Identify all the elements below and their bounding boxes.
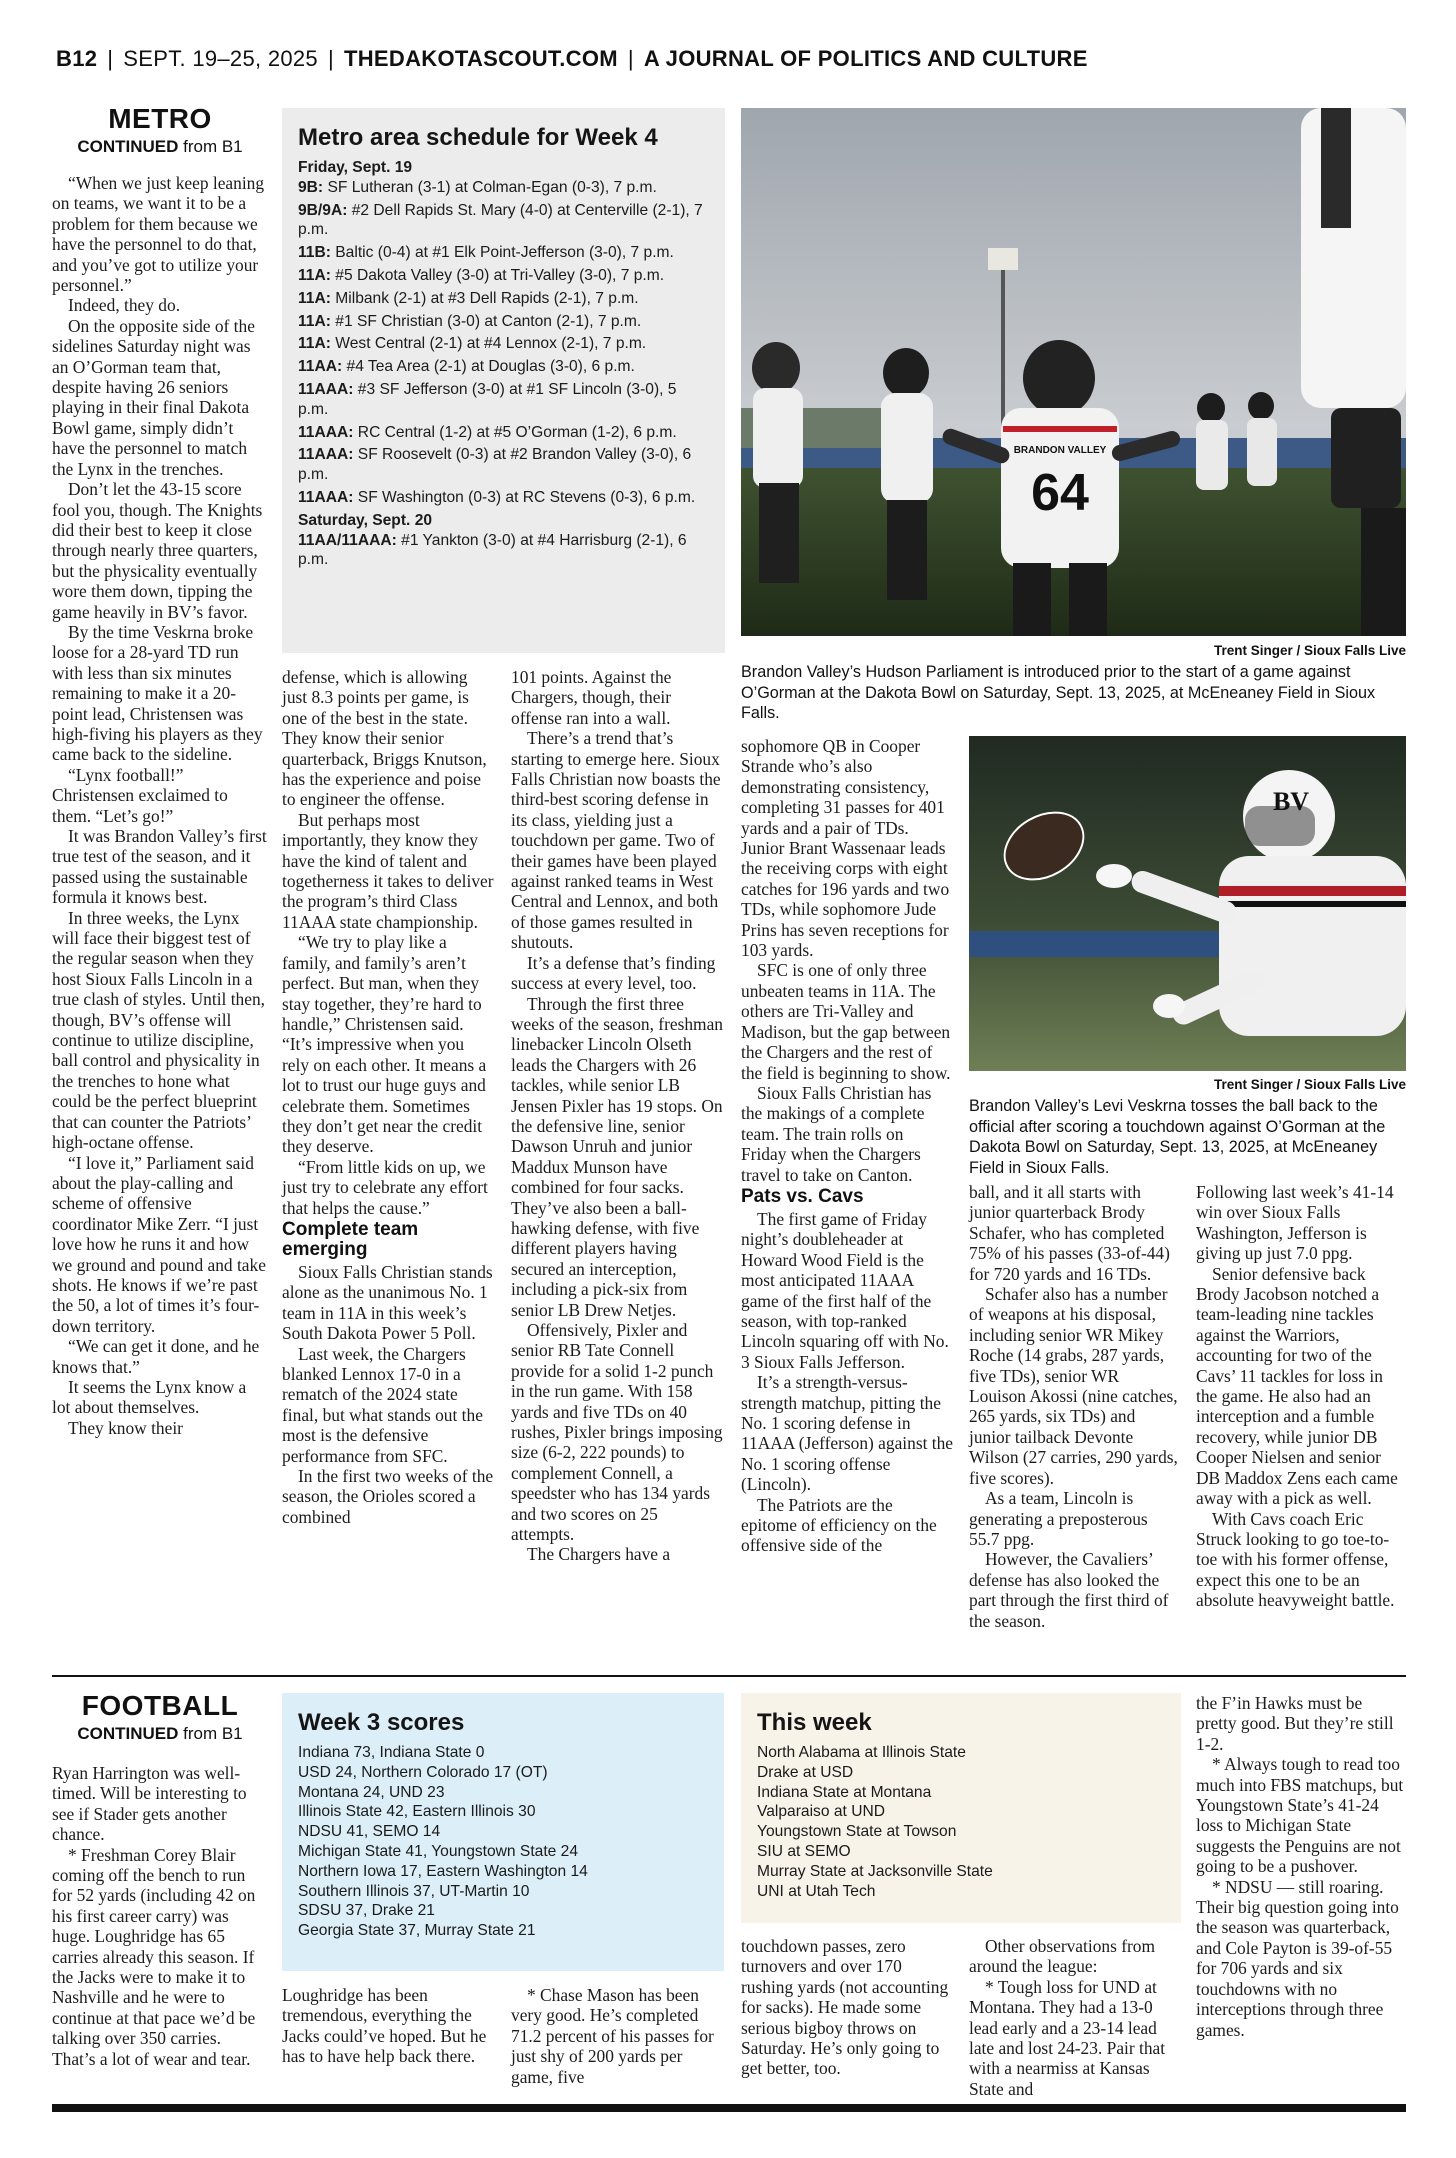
this-week-box — [741, 1693, 1181, 1923]
paragraph: ball, and it all starts with junior quarterback Brody Schafer, who has completed 75% of his passes (33-of-44) for 720 yards and 16 TDs. — [969, 1182, 1170, 1284]
paragraph: * Chase Mason has been very good. He’s completed 71.2 percent of his passes for just shy of 200 yards per game, five — [511, 1985, 714, 2087]
game-matchup: Milbank (2-1) at #3 Dell Rapids (2-1), 7 p.m. — [330, 289, 639, 307]
matchup-line: Murray State at Jacksonville State — [757, 1862, 993, 1880]
matchup-line: UNI at Utah Tech — [757, 1882, 876, 1900]
matchup-line: Drake at USD — [757, 1763, 854, 1781]
paragraph: * Tough loss for UND at Montana. They had a 13-0 lead early and a 23-14 lead late and lost 24-23. Pair that with a nearmiss at Kansas State and — [969, 1976, 1166, 2099]
paragraph: It’s a strength-versus-strength matchup, pitting the No. 1 scoring defense in 11AAA (Jefferson) against the No. 1 scoring offense (Lincoln). — [741, 1372, 954, 1495]
football-column-5 — [969, 1936, 1179, 2099]
paragraph: Ryan Harrington was well-timed. Will be interesting to see if Stader gets another chance. — [52, 1763, 247, 1845]
paragraph: * Freshman Corey Blair coming off the bench to run for 52 yards (including 42 on his first career carry) was huge. Loughridge has 65 carries already this season. If the Jacks were to make it to Nashville and he were to continue at that pace we’d be talking over 350 carries. That’s a lot of wear and tear. — [52, 1844, 256, 2069]
paragraph: There’s a trend that’s starting to emerge here. Sioux Falls Christian now boasts the third-best scoring defense in its class, yielding just a touchdown per game. Two of their games have been played against ranked teams in West Central and Lennox, and both of those games resulted in shutouts. — [511, 728, 721, 953]
paragraph: “We try to play like a family, and family’s aren’t perfect. But man, when they stay together, they’re hard to handle,” Christensen said. “It’s impressive when you rely on each other. It means a lot to trust our huge guys and celebrate them. Sometimes they don’t get near the credit they deserve. — [282, 932, 487, 1157]
score-line: Indiana 73, Indiana State 0 — [298, 1744, 485, 1761]
section-divider — [52, 1675, 1406, 1677]
schedule-day-saturday: Saturday, Sept. 20 — [298, 511, 433, 529]
game-class: 11A: — [298, 312, 331, 330]
schedule-game — [298, 178, 709, 198]
paragraph: By the time Veskrna broke loose for a 28-yard TD run with less than six minutes remaining to make it a 20-point lead, Christensen was high-fiving his players as they came back to the sideline. — [52, 621, 263, 765]
jersey-text: BRANDON VALLEY — [1013, 445, 1107, 456]
game-class: 11AAA: — [298, 446, 354, 464]
football-section-title: FOOTBALL — [81, 1690, 239, 1721]
game-matchup: SF Roosevelt (0-3) at #2 Brandon Valley (3-0), 6 p.m. — [298, 446, 692, 484]
photo-2-credit: Trent Singer / Sioux Falls Live — [1213, 1077, 1406, 1092]
photo-1-credit: Trent Singer / Sioux Falls Live — [1213, 643, 1406, 658]
schedule-game — [298, 357, 709, 377]
issue-date: SEPT. 19–25, 2025 — [123, 46, 318, 71]
game-class: 11A: — [298, 266, 331, 284]
matchup-line: Valparaiso at UND — [757, 1803, 885, 1821]
game-matchup: SF Washington (0-3) at RC Stevens (0-3), 6 p.m. — [353, 488, 696, 506]
schedule-game — [298, 488, 709, 508]
football-column-1 — [52, 1763, 268, 2069]
game-class: 9B/9A: — [298, 201, 348, 219]
football-column-3 — [511, 1985, 724, 2087]
subhead-complete-team: Complete team emerging — [282, 1218, 419, 1260]
schedule-friday-list — [298, 178, 709, 508]
game-class: 11AAA: — [298, 380, 354, 398]
paragraph: As a team, Lincoln is generating a preposterous 55.7 ppg. — [969, 1488, 1148, 1549]
schedule-game — [298, 289, 709, 309]
metro-column-5 — [969, 1182, 1179, 1631]
paragraph: Sioux Falls Christian stands alone as the unanimous No. 1 team in 11A in this week’s South Dakota Power 5 Poll. — [282, 1261, 493, 1344]
game-matchup: Baltic (0-4) at #1 Elk Point-Jefferson (3-0), 7 p.m. — [330, 244, 674, 262]
game-matchup: #2 Dell Rapids St. Mary (4-0) at Centerville (2-1), 7 p.m. — [298, 201, 703, 239]
paragraph: Following last week’s 41-14 win over Sioux Falls Washington, Jefferson is giving up just 7.0 ppg. — [1196, 1182, 1394, 1264]
matchup-line: North Alabama at Illinois State — [757, 1744, 966, 1761]
metro-header — [52, 103, 268, 157]
matchup-line: Indiana State at Montana — [757, 1783, 932, 1801]
paragraph: Loughridge has been tremendous, everything the Jacks could’ve hoped. But he has to have help back there. — [282, 1985, 487, 2067]
game-matchup: #1 Yankton (3-0) at #4 Harrisburg (2-1), 6 p.m. — [298, 531, 687, 569]
subhead-pats-vs-cavs: Pats vs. Cavs — [741, 1185, 864, 1207]
paragraph: It seems the Lynx know a lot about themselves. — [52, 1376, 247, 1418]
football-column-6 — [1196, 1693, 1406, 2040]
metro-section-title: METRO — [108, 103, 212, 134]
tagline: A JOURNAL OF POLITICS AND CULTURE — [643, 46, 1088, 71]
paragraph: They know their — [68, 1417, 183, 1438]
paragraph: Other observations from around the league: — [969, 1936, 1156, 1977]
football-column-4 — [741, 1936, 953, 2079]
metro-column-1 — [52, 173, 268, 1438]
paragraph: The Chargers have a — [527, 1544, 671, 1565]
paragraph: “Lynx football!” Christensen exclaimed to them. “Let’s go!” — [52, 764, 228, 826]
score-line: NDSU 41, SEMO 14 — [298, 1823, 441, 1841]
photo-parliament-image — [741, 108, 1406, 636]
schedule-game — [298, 266, 709, 286]
game-class: 11A: — [298, 289, 331, 307]
score-line: SDSU 37, Drake 21 — [298, 1902, 435, 1920]
schedule-game — [298, 201, 709, 241]
helmet-logo: BV — [1272, 787, 1310, 816]
paragraph: “I love it,” Parliament said about the play-calling and scheme of offensive coordinator Mike Zerr. “I just love how he runs it and how we ground and pound and take shots. He knows if we’re past the 50, a lot of times it’s four-down territory. — [52, 1152, 266, 1336]
paragraph: The Patriots are the epitome of efficiency on the offensive side of the — [741, 1494, 937, 1556]
schedule-day-friday: Friday, Sept. 19 — [298, 159, 413, 176]
paragraph: On the opposite side of the sidelines Saturday night was an O’Gorman team that, despite having 26 seniors playing in their final Dakota Bowl game, simply didn’t have the personnel to match the Lynx in the trenches. — [52, 315, 255, 479]
schedule-game — [298, 334, 709, 354]
page-bottom-rule — [52, 2104, 1406, 2112]
football-continued: CONTINUED from B1 — [77, 1724, 243, 1743]
schedule-title: Metro area schedule for Week 4 — [298, 124, 658, 151]
game-matchup: SF Lutheran (3-1) at Colman-Egan (0-3), 7 p.m. — [323, 178, 657, 196]
paragraph: The first game of Friday night’s doubleheader at Howard Wood Field is the most anticipated 11AAA game of the first half of the season, with top-ranked Lincoln squaring off with No. 3 Sioux Falls Jefferson. — [741, 1208, 949, 1372]
schedule-saturday-list — [298, 531, 709, 571]
game-class: 11B: — [298, 244, 331, 262]
paragraph: * Always tough to read too much into FBS matchups, but Youngstown State’s 41-24 loss to Michigan State suggests the Penguins are not going to be a pushover. — [1196, 1754, 1404, 1877]
paragraph: defense, which is allowing just 8.3 points per game, is one of the best in the state. They know their senior quarterback, Briggs Knutson, has the experience and poise to engineer the offense. — [282, 667, 487, 810]
metro-column-2 — [282, 667, 495, 1527]
football-column-2 — [282, 1985, 495, 2067]
paragraph: Don’t let the 43-15 score fool you, though. The Knights did their best to keep it close through nearly three quarters, but the physicality eventually wore them down, tipping the game heavily in BV’s favor. — [52, 479, 263, 622]
jersey-number: 64 — [1031, 464, 1089, 522]
week3-list — [298, 1743, 708, 1941]
paragraph: 101 points. Against the Chargers, though, their offense ran into a wall. — [511, 667, 672, 728]
game-class: 11A: — [298, 335, 331, 353]
score-line: Illinois State 42, Eastern Illinois 30 — [298, 1803, 536, 1821]
metro-continued: CONTINUED from B1 — [77, 137, 243, 156]
photo-veskrna — [969, 736, 1406, 1071]
paragraph: Senior defensive back Brody Jacobson notched a team-leading nine tackles against the Warriors, accounting for two of the Cavs’ 11 tackles for loss in the game. He also had an interception and a fumble recovery, while junior DB Cooper Nielsen and senior DB Maddox Zens each came away with a pick as well. — [1196, 1263, 1398, 1509]
paragraph: the F’in Hawks must be pretty good. But they’re still 1-2. — [1196, 1693, 1394, 1754]
paragraph: With Cavs coach Eric Struck looking to go toe-to-toe with his former offense, expect this one to be an absolute heavyweight battle. — [1196, 1508, 1395, 1611]
metro-column-3 — [511, 667, 724, 1565]
paragraph: “We can get it done, and he knows that.” — [52, 1336, 260, 1377]
schedule-game — [298, 243, 709, 263]
score-line: Montana 24, UND 23 — [298, 1783, 445, 1801]
this-week-list — [757, 1743, 1165, 1901]
photo-parliament — [741, 108, 1406, 636]
game-matchup: #4 Tea Area (2-1) at Douglas (3-0), 6 p.m. — [342, 358, 635, 376]
paragraph: Last week, the Chargers blanked Lennox 17-0 in a rematch of the 2024 state final, but what stands out the most is the defensive performance from SFC. — [282, 1343, 483, 1466]
paragraph: But perhaps most importantly, they know they have the kind of talent and togetherness it takes to deliver the program’s third Class 11AAA state championship. — [282, 809, 494, 932]
game-matchup: West Central (2-1) at #4 Lennox (2-1), 7 p.m. — [330, 335, 647, 353]
game-class: 9B: — [298, 178, 324, 196]
game-class: 11AAA: — [298, 423, 354, 441]
schedule-game — [298, 380, 709, 420]
paragraph: Indeed, they do. — [68, 295, 181, 316]
paragraph: However, the Cavaliers’ defense has also looked the part through the first third of the season. — [969, 1549, 1169, 1631]
paragraph: * NDSU — still roaring. Their big question going into the season was quarterback, and Cole Payton is 39-of-55 for 706 yards and six touchdowns with no interceptions through three games. — [1196, 1876, 1399, 2040]
game-matchup: RC Central (1-2) at #5 O’Gorman (1-2), 6 p.m. — [353, 423, 677, 441]
matchup-line: Youngstown State at Towson — [757, 1823, 957, 1841]
schedule-box — [282, 108, 725, 653]
game-matchup: #5 Dakota Valley (3-0) at Tri-Valley (3-0), 7 p.m. — [330, 266, 665, 284]
paragraph: It was Brandon Valley’s first true test of the season, and it passed using the sustainable formula it knows best. — [52, 826, 267, 908]
metro-column-4 — [741, 736, 953, 1556]
paragraph: Sioux Falls Christian has the makings of a complete team. The train rolls on Friday when the Chargers travel to take on Canton. — [741, 1082, 932, 1185]
photo-2-caption: Brandon Valley’s Levi Veskrna tosses the ball back to the official after scoring a touchdown against O’Gorman at the Dakota Bowl on Saturday, Sept. 13, 2025, at McEneaney Field in Sioux Falls. — [969, 1097, 1386, 1177]
schedule-game — [298, 531, 709, 571]
score-line: Southern Illinois 37, UT-Martin 10 — [298, 1882, 530, 1900]
this-week-title: This week — [757, 1709, 872, 1736]
paragraph: “From little kids on up, we just try to celebrate any effort that helps the cause.” — [282, 1156, 488, 1218]
metro-column-6 — [1196, 1182, 1406, 1611]
photo-1-caption: Brandon Valley’s Hudson Parliament is introduced prior to the start of a game against O’Gorman at the Dakota Bowl on Saturday, Sept. 13, 2025, at McEneaney Field in Sioux Falls. — [741, 663, 1376, 722]
masthead: B12 | SEPT. 19–25, 2025 | THEDAKOTASCOUT.COM | A JOURNAL OF POLITICS AND CULTURE — [56, 46, 1088, 71]
paragraph: touchdown passes, zero turnovers and over 170 rushing yards (not accounting for sacks). He made some serious bigboy throws on Saturday. He’s only going to get better, too. — [741, 1936, 949, 2079]
schedule-game — [298, 312, 709, 332]
paragraph: SFC is one of only three unbeaten teams in 11A. The others are Tri-Valley and Madison, but the gap between the Chargers and the rest of the field is beginning to show. — [741, 960, 951, 1083]
football-header — [52, 1690, 268, 1744]
paragraph: “When we just keep leaning on teams, we want it to be a problem for them because we have the personnel to do that, and you’ve got to utilize your personnel.” — [52, 173, 265, 296]
schedule-game — [298, 445, 709, 485]
paragraph: Schafer also has a number of weapons at his disposal, including senior WR Mikey Roche (14 grabs, 287 yards, five TDs), senior WR Louison Akossi (nine catches, 265 yards, six TDs) and junior tailback Devonte Wilson (27 carries, 290 yards, five scores). — [969, 1284, 1178, 1488]
paragraph: sophomore QB in Cooper Strande who’s also demonstrating consistency, completing 31 passes for 401 yards and a pair of TDs. Junior Brant Wassenaar leads the receiving corps with eight catches for 196 yards and two TDs, while sophomore Jude Prins has seven receptions for 103 yards. — [741, 736, 950, 961]
game-matchup: #1 SF Christian (3-0) at Canton (2-1), 7 p.m. — [330, 312, 642, 330]
week3-scores-box — [282, 1693, 724, 1971]
paragraph: Through the first three weeks of the season, freshman linebacker Lincoln Olseth leads the Chargers with 26 tackles, while senior LB Jensen Pixler has 19 stops. On the defensive line, senior Dawson Unruh and junior Maddux Munson have combined for four sacks. They’ve also been a ball-hawking defense, with five different players having secured an interception, including a pick-six from senior LB Drew Netjes. — [511, 993, 723, 1320]
paragraph: Offensively, Pixler and senior RB Tate Connell provide for a solid 1-2 punch in the run game. With 158 yards and five TDs on 40 rushes, Pixler brings imposing size (6-2, 222 pounds) to complement Connell, a speedster who has 134 yards and two scores on 25 attempts. — [511, 1320, 723, 1545]
score-line: Northern Iowa 17, Eastern Washington 14 — [298, 1862, 588, 1880]
paragraph: In the first two weeks of the season, the Orioles scored a combined — [282, 1466, 494, 1527]
week3-title: Week 3 scores — [298, 1709, 465, 1736]
score-line: Georgia State 37, Murray State 21 — [298, 1922, 536, 1940]
paragraph: It’s a defense that’s finding success at every level, too. — [511, 952, 716, 994]
game-class: 11AAA: — [298, 488, 354, 506]
page-number: B12 — [56, 46, 98, 71]
paragraph: In three weeks, the Lynx will face their biggest test of the regular season when they host Sioux Falls Lincoln in a true clash of styles. Until then, though, BV’s offense will continue to utilize discipline, ball control and physicality in the trenches to hone what could be the perfect blueprint that can counter the Patriots’ high-octane offense. — [52, 907, 265, 1153]
score-line: Michigan State 41, Youngstown State 24 — [298, 1842, 579, 1860]
game-class: 11AA/11AAA: — [298, 531, 397, 549]
game-class: 11AA: — [298, 358, 343, 376]
photo-veskrna-image — [969, 736, 1406, 1071]
site-url[interactable]: THEDAKOTASCOUT.COM — [344, 46, 618, 71]
score-line: USD 24, Northern Colorado 17 (OT) — [298, 1763, 548, 1781]
game-matchup: #3 SF Jefferson (3-0) at #1 SF Lincoln (3-0), 5 p.m. — [298, 380, 677, 418]
schedule-game — [298, 423, 709, 443]
matchup-line: SIU at SEMO — [757, 1842, 851, 1860]
